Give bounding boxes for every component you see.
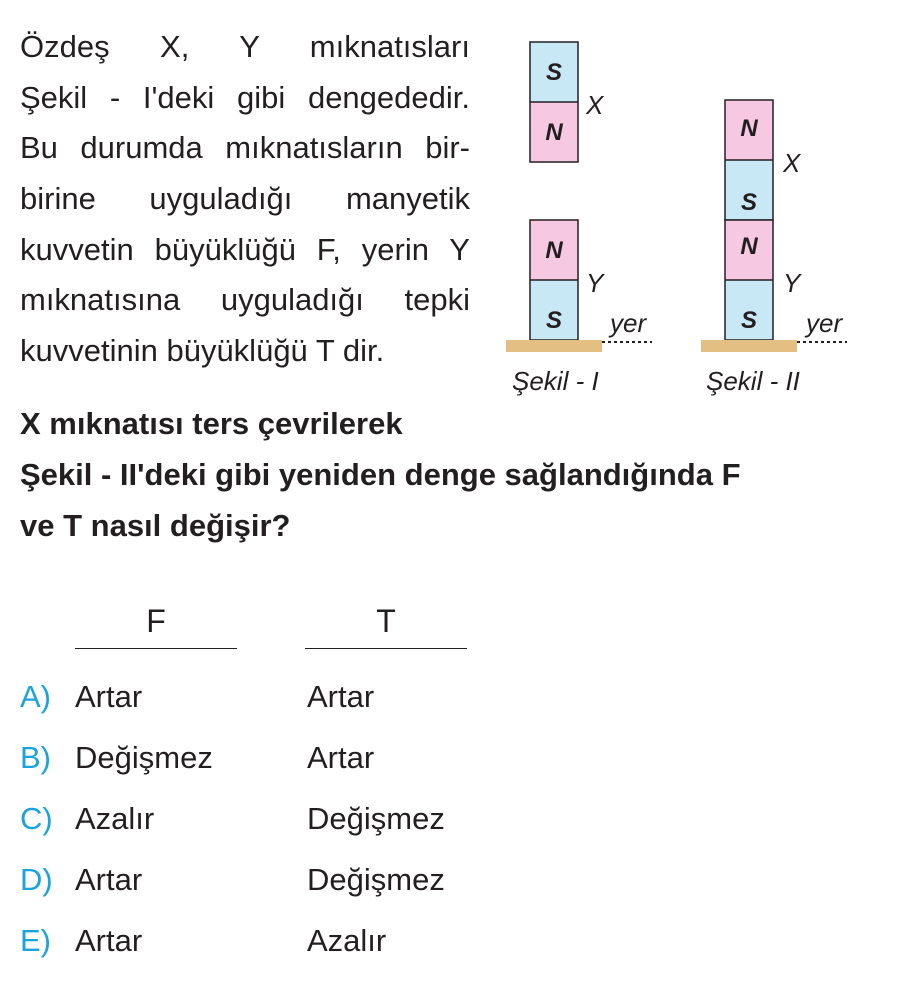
intro-line: birine uyguladığı manyetik — [20, 181, 470, 217]
intro-line: mıknatısına uyguladığı tepki — [20, 282, 470, 318]
option-f-value: Azalır — [75, 801, 155, 836]
magnet-y-fig2 — [725, 220, 773, 340]
x-top-pole-label-fig2: N — [740, 115, 758, 142]
ground-label-fig2: yer — [806, 308, 843, 338]
ground-fig1 — [506, 340, 602, 352]
figure-2 — [701, 100, 847, 396]
option-f-value: Artar — [75, 679, 143, 714]
question-text — [20, 398, 890, 551]
ground-fig2 — [701, 340, 797, 352]
column-header-t: T — [376, 603, 396, 639]
column-rule-f — [75, 648, 237, 649]
ground-label-fig1: yer — [610, 308, 647, 338]
magnet-figures-svg — [496, 30, 866, 400]
intro-line: kuvvetinin büyüklüğü T dir. — [20, 333, 385, 369]
caption-fig1: Şekil - I — [512, 366, 599, 396]
x-label-fig1: X — [586, 90, 604, 120]
option-c[interactable] — [20, 788, 620, 849]
option-a[interactable] — [20, 666, 620, 727]
option-letter: D) — [20, 862, 53, 897]
option-f-value: Artar — [75, 862, 143, 897]
option-f-value: Değişmez — [75, 740, 213, 775]
option-t-value: Artar — [307, 679, 375, 714]
magnet-x-fig2 — [725, 100, 773, 220]
option-t-value: Artar — [307, 740, 375, 775]
magnet-x-fig1 — [530, 42, 578, 162]
y-top-pole-label-fig1: N — [545, 237, 563, 264]
y-bottom-pole-label-fig1: S — [545, 307, 563, 334]
intro-line: Bu durumda mıknatısların bir- — [20, 130, 470, 166]
figure-1 — [506, 42, 652, 396]
x-bottom-pole-label-fig1: N — [545, 119, 563, 146]
magnet-figures — [496, 30, 866, 400]
option-f-value: Artar — [75, 923, 143, 958]
caption-fig2: Şekil - II — [706, 366, 800, 396]
option-b[interactable] — [20, 727, 620, 788]
intro-line: Özdeş X, Y mıknatısları — [20, 29, 470, 64]
option-letter: A) — [20, 679, 51, 714]
y-label-fig2: Y — [783, 268, 801, 298]
y-bottom-pole-label-fig2: S — [740, 307, 758, 334]
option-e[interactable] — [20, 910, 620, 971]
column-header-f: F — [146, 603, 166, 639]
option-letter: C) — [20, 801, 53, 836]
option-letter: B) — [20, 740, 51, 775]
intro-line: Şekil - I'deki gibi dengededir. — [20, 79, 470, 115]
x-label-fig2: X — [783, 148, 801, 178]
y-label-fig1: Y — [586, 268, 604, 298]
option-d[interactable] — [20, 849, 620, 910]
option-t-value: Azalır — [307, 923, 387, 958]
option-letter: E) — [20, 923, 51, 958]
x-bottom-pole-label-fig2: S — [740, 189, 758, 216]
intro-paragraph — [20, 22, 470, 377]
option-t-value: Değişmez — [307, 862, 445, 897]
intro-line: kuvvetin büyüklüğü F, yerin Y — [20, 231, 470, 267]
option-t-value: Değişmez — [307, 801, 445, 836]
column-rule-t — [305, 648, 467, 649]
y-top-pole-label-fig2: N — [740, 233, 758, 260]
magnet-y-fig1 — [530, 220, 578, 340]
x-top-pole-label-fig1: S — [545, 59, 563, 86]
question-line: Şekil - II'deki gibi yeniden denge sağlandığında F — [20, 457, 741, 492]
question-line: ve T nasıl değişir? — [20, 508, 291, 543]
question-line: X mıknatısı ters çevrilerek — [20, 406, 403, 441]
